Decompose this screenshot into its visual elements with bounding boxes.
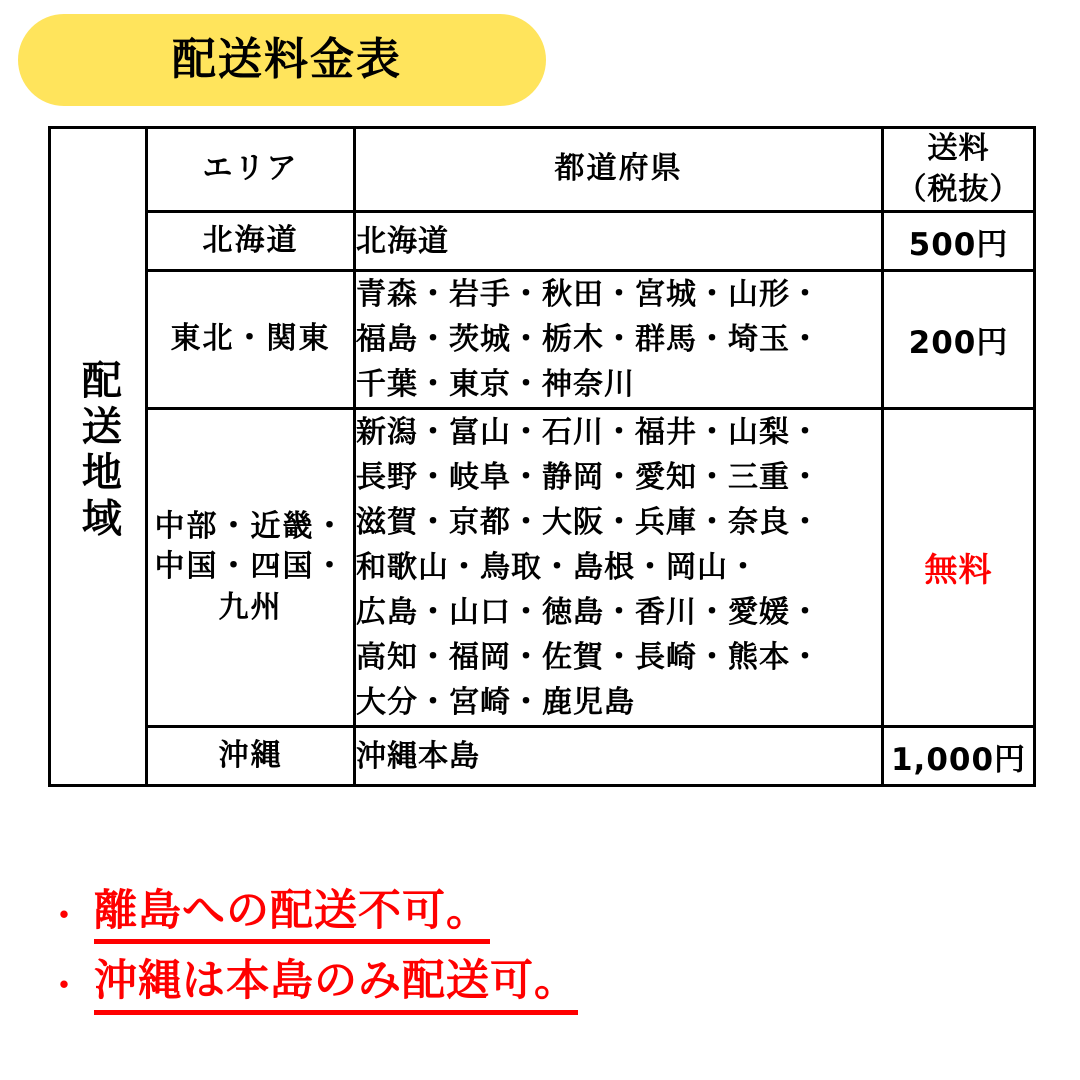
- bullet-icon: ・: [44, 963, 84, 1010]
- area-name-okinawa: 沖縄: [147, 727, 355, 786]
- fee-okinawa: 1,000円: [883, 727, 1035, 786]
- area-name-hokkaido: 北海道: [147, 212, 355, 271]
- page-title: 配送料金表: [172, 34, 402, 85]
- note-item: [44, 888, 1044, 944]
- prefecture-line: 高知・福岡・佐賀・長崎・熊本・: [356, 640, 821, 675]
- region-header-cell: [50, 128, 147, 786]
- bullet-icon: ・: [44, 893, 84, 939]
- prefecture-line: 長野・岐阜・静岡・愛知・三重・: [356, 460, 821, 495]
- prefecture-line: 北海道: [356, 223, 449, 259]
- title-pill: [18, 14, 546, 106]
- table-row: [50, 409, 1035, 727]
- note-text-remote-islands: 離島への配送不可。: [94, 888, 490, 944]
- shipping-fee-table-wrapper: [48, 126, 1033, 787]
- shipping-fee-table: [48, 126, 1036, 787]
- fee-hokkaido: 500円: [883, 212, 1035, 271]
- note-item: [44, 958, 1044, 1014]
- prefecture-line: 千葉・東京・神奈川: [356, 367, 635, 402]
- title-banner: [18, 14, 546, 106]
- column-header-fee-line2: （税抜）: [896, 171, 1021, 207]
- prefecture-line: 広島・山口・徳島・香川・愛媛・: [356, 595, 821, 630]
- prefecture-line: 滋賀・京都・大阪・兵庫・奈良・: [356, 505, 821, 540]
- table-row: [50, 271, 1035, 409]
- column-header-fee-line1: 送料: [927, 131, 990, 166]
- prefecture-line: 沖縄本島: [356, 738, 480, 774]
- prefecture-line: 大分・宮崎・鹿児島: [356, 685, 635, 720]
- prefecture-list-chubu-kyushu: [355, 409, 883, 727]
- fee-chubu-kyushu: 無料: [883, 409, 1035, 727]
- area-name-line: 中部・近畿・: [154, 508, 347, 544]
- notes-section: [44, 888, 1044, 1029]
- area-name-tohoku-kanto: 東北・関東: [147, 271, 355, 409]
- column-header-area: エリア: [147, 128, 355, 212]
- column-header-prefecture: 都道府県: [355, 128, 883, 212]
- area-name-line: 中国・四国・: [154, 549, 347, 585]
- area-name-line: 九州: [218, 589, 283, 625]
- area-name-chubu-kyushu: [147, 409, 355, 727]
- note-text-okinawa-main-island: 沖縄は本島のみ配送可。: [94, 958, 578, 1014]
- column-header-fee: [883, 128, 1035, 212]
- prefecture-list-okinawa: [355, 727, 883, 786]
- prefecture-line: 和歌山・鳥取・島根・岡山・: [356, 550, 759, 585]
- fee-tohoku-kanto: 200円: [883, 271, 1035, 409]
- prefecture-line: 新潟・富山・石川・福井・山梨・: [356, 415, 821, 450]
- table-row: [50, 727, 1035, 786]
- region-header-label: 配送地域: [75, 358, 122, 543]
- table-row: [50, 212, 1035, 271]
- prefecture-list-hokkaido: [355, 212, 883, 271]
- table-header-row: [50, 128, 1035, 212]
- prefecture-list-tohoku-kanto: [355, 271, 883, 409]
- prefecture-line: 青森・岩手・秋田・宮城・山形・: [356, 277, 821, 312]
- prefecture-line: 福島・茨城・栃木・群馬・埼玉・: [356, 322, 821, 357]
